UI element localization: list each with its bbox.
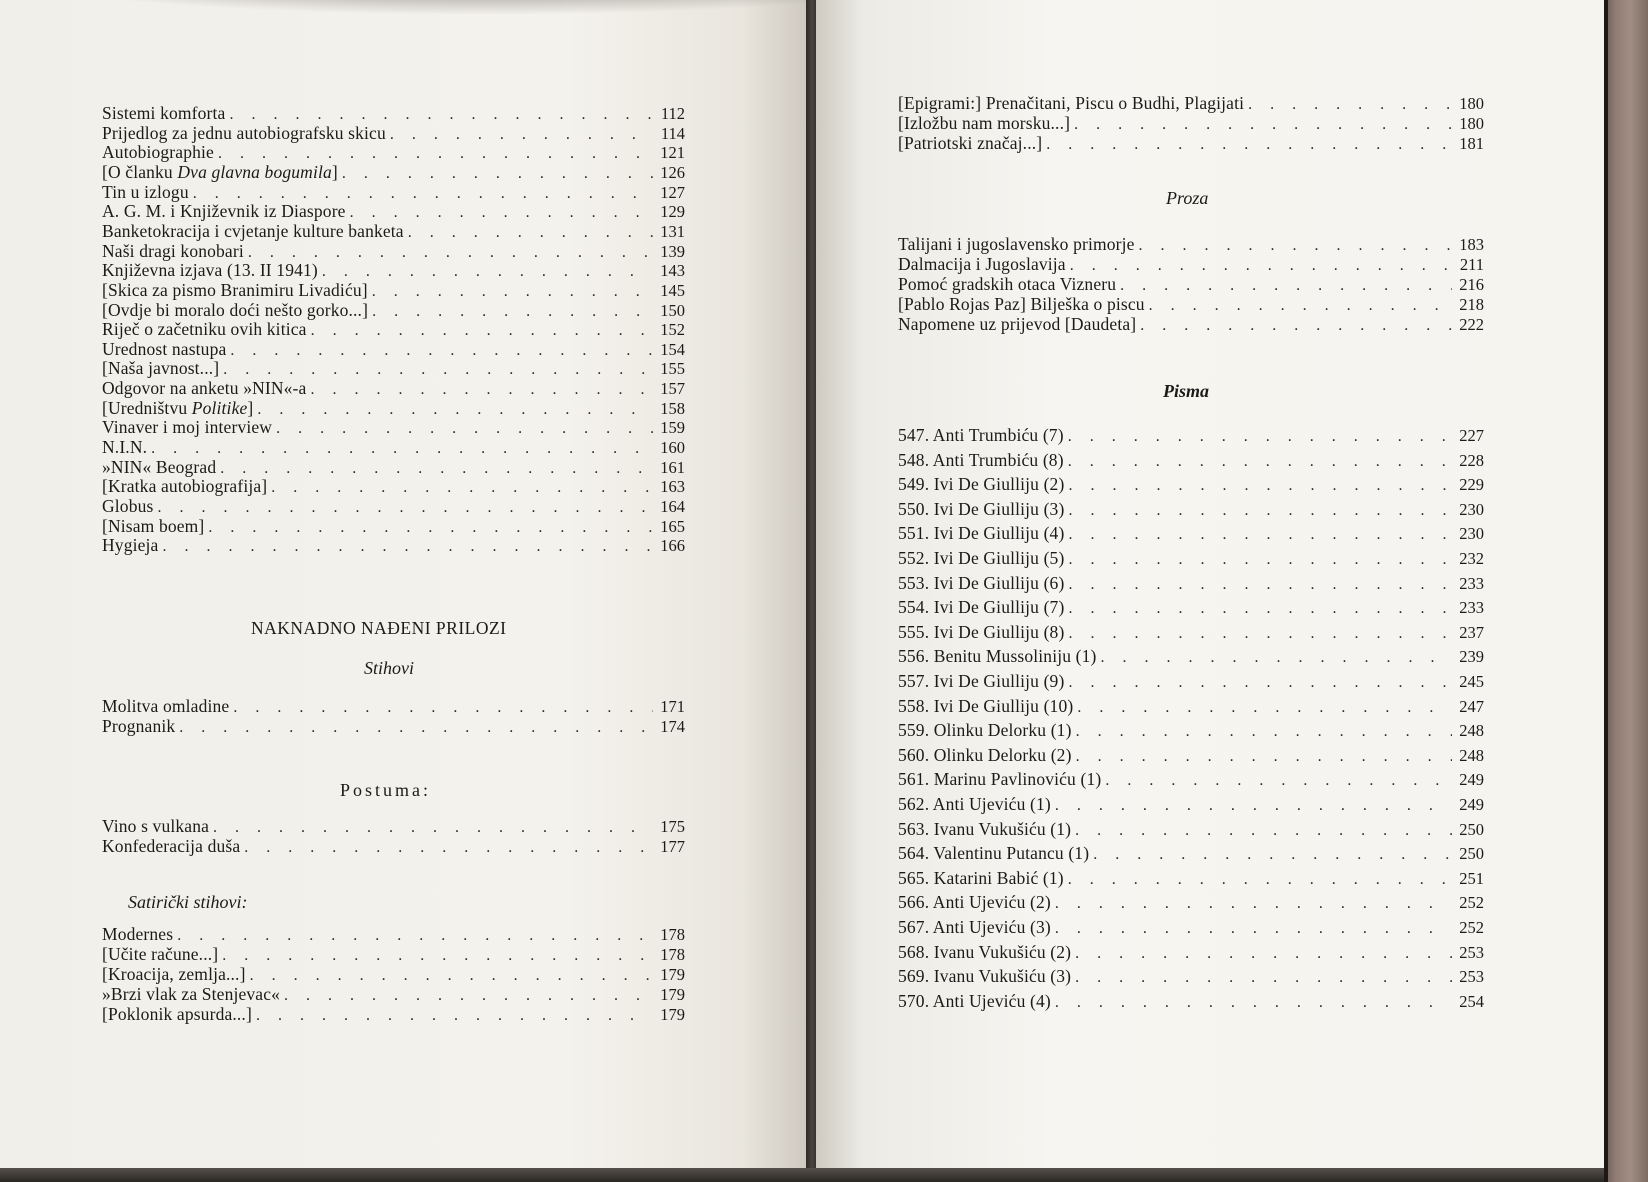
toc-entry-page: 177 (660, 837, 685, 856)
toc-entry-title: 553. Ivi De Giulliju (6) (898, 572, 1065, 593)
toc-entry (898, 819, 1484, 841)
toc-entry-page: 222 (1459, 315, 1484, 334)
toc-entry-title: 563. Ivanu Vukušiću (1) (898, 818, 1072, 839)
toc-entry (898, 868, 1484, 890)
dot-leader (1068, 870, 1452, 890)
toc-entry-page: 216 (1459, 275, 1484, 294)
toc-entry-page: 230 (1459, 499, 1484, 519)
toc-entry-page: 178 (660, 925, 685, 944)
toc-entry-title: »NIN« Beograd (102, 456, 217, 477)
toc-entry-page: 253 (1459, 942, 1484, 962)
toc-entry (898, 942, 1484, 964)
dot-leader (1055, 894, 1452, 914)
dot-leader (1068, 599, 1452, 619)
toc-entry-title: 558. Ivi De Giulliju (10) (898, 695, 1074, 716)
toc-entry-page: 179 (660, 1005, 685, 1024)
toc-entry-title: [Uredništvu Politike] (102, 397, 254, 418)
dot-leader (256, 1006, 653, 1026)
toc-entry (898, 274, 1484, 296)
toc-entry-page: 155 (660, 359, 685, 379)
dot-leader (162, 537, 653, 557)
toc-entry-title: 550. Ivi De Giulliju (3) (898, 498, 1065, 519)
toc-entry-page: 232 (1459, 549, 1484, 568)
dot-leader (1075, 944, 1452, 964)
toc-entry-title: Modernes (102, 924, 174, 944)
toc-entry (898, 597, 1484, 619)
toc-entry-title: 547. Anti Trumbiću (7) (898, 425, 1064, 445)
toc-entry-page: 112 (660, 104, 685, 123)
toc-entry (102, 716, 685, 738)
toc-entry-page: 227 (1459, 426, 1484, 445)
toc-entry-page: 139 (660, 241, 685, 261)
dot-leader (1074, 115, 1452, 135)
toc-entry-page: 253 (1459, 967, 1484, 987)
toc-entry-title: 551. Ivi De Giulliju (4) (898, 523, 1065, 544)
dot-leader (1105, 771, 1452, 791)
toc-entry-title: Hygieja (102, 535, 159, 556)
toc-entry-page: 126 (660, 162, 685, 182)
toc-entry (898, 671, 1484, 693)
toc-entry (898, 523, 1484, 545)
dot-leader (250, 966, 653, 986)
toc-entry (898, 696, 1484, 718)
toc-entry-title: [Kratka autobiografija] (102, 476, 268, 497)
toc-entry-page: 230 (1459, 524, 1484, 544)
stihovi-heading: Stihovi (364, 658, 414, 678)
book-cover-edge (1604, 0, 1648, 1182)
toc-entry-page: 131 (660, 221, 685, 241)
toc-entry-title: 570. Anti Ujeviću (4) (898, 990, 1051, 1011)
proza-heading: Proza (1166, 188, 1209, 208)
toc-entry-page: 233 (1459, 573, 1484, 593)
dot-leader (1075, 968, 1452, 988)
dot-leader (1055, 993, 1452, 1013)
toc-entry-title: 566. Anti Ujeviću (2) (898, 892, 1051, 913)
toc-entry-title: 549. Ivi De Giulliju (2) (898, 474, 1065, 495)
toc-entry (898, 133, 1484, 155)
dot-leader (1068, 427, 1452, 447)
toc-entry-page: 129 (660, 202, 685, 222)
toc-entry-page: 166 (660, 536, 685, 556)
toc-entry-page: 175 (660, 817, 685, 836)
toc-entry-title: Pomoć gradskih otaca Vizneru (898, 274, 1117, 294)
toc-entry-page: 245 (1459, 672, 1484, 691)
toc-entry-page: 211 (1459, 255, 1484, 274)
toc-entry-page: 248 (1459, 745, 1484, 765)
toc-entry-page: 160 (660, 438, 685, 458)
toc-entry-page: 114 (660, 123, 685, 143)
dot-leader (1068, 550, 1452, 570)
toc-entry (102, 535, 685, 557)
dot-leader (244, 838, 653, 858)
toc-entry-title: 556. Benitu Mussoliniju (1) (898, 646, 1097, 667)
toc-entry-page: 178 (660, 945, 685, 964)
toc-entry-page: 174 (660, 717, 685, 736)
dot-leader (1120, 276, 1452, 296)
toc-entry-page: 218 (1459, 295, 1484, 314)
toc-entry (898, 573, 1484, 595)
toc-entry-title: Globus (102, 496, 154, 516)
toc-entry-title: 565. Katarini Babić (1) (898, 867, 1064, 888)
toc-entry (102, 816, 685, 838)
toc-entry (102, 1004, 685, 1026)
toc-entry (898, 425, 1484, 447)
dot-leader (1055, 919, 1452, 939)
satiricki-heading: Satirički stihovi: (128, 892, 248, 912)
toc-entry (898, 622, 1484, 644)
dot-leader (1068, 452, 1452, 472)
dot-leader (1140, 316, 1452, 336)
toc-entry-page: 228 (1459, 450, 1484, 470)
toc-entry-title: Tin u izlogu (102, 181, 189, 202)
toc-entry-page: 163 (660, 477, 685, 497)
toc-entry-page: 150 (660, 300, 685, 320)
dot-leader (1046, 135, 1452, 155)
dot-leader (1149, 296, 1452, 316)
toc-entry-title: 559. Olinku Delorku (1) (898, 720, 1072, 741)
pisma-heading: Pisma (1163, 381, 1210, 401)
toc-entry-title: 561. Marinu Pavlinoviću (1) (898, 769, 1102, 790)
toc-entry-title: Prijedlog za jednu autobiografsku skicu (102, 122, 386, 143)
toc-entry-page: 250 (1459, 819, 1484, 839)
toc-entry-title: 562. Anti Ujeviću (1) (898, 794, 1051, 814)
dot-leader (1101, 648, 1453, 668)
toc-entry-title: 564. Valentinu Putancu (1) (898, 843, 1090, 864)
toc-entry-title: [Naša javnost...] (102, 358, 220, 379)
toc-entry-page: 161 (660, 457, 685, 477)
toc-entry-page: 171 (660, 697, 685, 716)
dot-leader (177, 926, 653, 946)
dot-leader (1076, 722, 1452, 742)
toc-entry (898, 769, 1484, 791)
toc-entry-title: 555. Ivi De Giulliju (8) (898, 621, 1065, 642)
toc-entry (898, 991, 1484, 1013)
toc-entry-page: 121 (660, 143, 685, 163)
toc-entry-title: Autobiographie (102, 142, 214, 163)
toc-entry-page: 127 (660, 182, 685, 202)
toc-entry (898, 499, 1484, 521)
section-heading: NAKNADNO NAĐENI PRILOZI (251, 618, 507, 638)
toc-entry-page: 252 (1459, 918, 1484, 937)
dot-leader (1068, 525, 1452, 545)
dot-leader (179, 718, 653, 738)
dot-leader (233, 698, 653, 718)
toc-entry (898, 474, 1484, 496)
toc-entry-title: Konfederacija duša (102, 836, 241, 856)
toc-entry (898, 745, 1484, 767)
toc-entry-title: 560. Olinku Delorku (2) (898, 744, 1072, 765)
toc-entry-title: Dalmacija i Jugoslavija (898, 254, 1066, 274)
toc-entry (102, 964, 685, 986)
toc-entry-title: Banketokracija i cvjetanje kulture banketa (102, 220, 404, 241)
toc-entry (898, 646, 1484, 668)
toc-entry-page: 239 (1459, 647, 1484, 667)
toc-entry-page: 229 (1459, 475, 1484, 495)
toc-entry-title: 568. Ivanu Vukušiću (2) (898, 941, 1072, 962)
dot-leader (284, 986, 653, 1006)
toc-entry (898, 234, 1484, 256)
toc-entry-title: Prognanik (102, 716, 176, 736)
toc-entry-page: 249 (1459, 795, 1484, 814)
toc-entry (898, 843, 1484, 865)
toc-entry (898, 113, 1484, 135)
toc-entry-title: [Patriotski značaj...] (898, 133, 1043, 153)
toc-entry-title: 548. Anti Trumbiću (8) (898, 449, 1064, 470)
toc-entry (898, 93, 1484, 115)
dot-leader (1093, 845, 1452, 865)
toc-entry (102, 696, 685, 718)
toc-entry-title: Urednost nastupa (102, 338, 227, 359)
toc-entry (898, 892, 1484, 914)
toc-entry-title: Sistemi komforta (102, 103, 226, 123)
toc-entry-title: [Kroacija, zemlja...] (102, 964, 246, 984)
dot-leader (1075, 821, 1452, 841)
toc-entry (898, 254, 1484, 276)
toc-entry-title: 552. Ivi De Giulliju (5) (898, 548, 1065, 568)
toc-entry-title: Riječ o začetniku ovih kitica (102, 319, 307, 340)
toc-entry (898, 314, 1484, 336)
toc-entry-title: [Učite račune...] (102, 944, 219, 964)
toc-entry (898, 450, 1484, 472)
bottom-shadow (0, 1168, 1604, 1182)
toc-entry-title: Vino s vulkana (102, 816, 210, 836)
dot-leader (1055, 796, 1452, 816)
dot-leader (1068, 624, 1452, 644)
dot-leader (1068, 673, 1452, 693)
postuma-heading: Postuma: (340, 780, 432, 800)
toc-entry (898, 720, 1484, 742)
dot-leader (1068, 575, 1452, 595)
toc-entry-page: 179 (660, 985, 685, 1004)
toc-entry-title: N.I.N. (102, 437, 148, 458)
toc-entry-page: 180 (1459, 114, 1484, 133)
toc-entry (102, 924, 685, 946)
toc-entry-title: A. G. M. i Književnik iz Diaspore (102, 201, 346, 222)
toc-entry-page: 159 (660, 418, 685, 438)
toc-entry-page: 183 (1459, 235, 1484, 254)
toc-entry (102, 984, 685, 1006)
toc-entry (898, 794, 1484, 816)
toc-entry-title: [Epigrami:] Prenačitani, Piscu o Budhi, Plagijati (898, 93, 1245, 113)
toc-entry-title: Talijani i jugoslavensko primorje (898, 234, 1135, 254)
dot-leader (1070, 256, 1452, 276)
dot-leader (1076, 747, 1452, 767)
toc-entry (898, 917, 1484, 939)
toc-entry-title: »Brzi vlak za Stenjevac« (102, 984, 281, 1004)
toc-entry-page: 247 (1459, 696, 1484, 716)
toc-entry (898, 966, 1484, 988)
toc-entry-page: 237 (1459, 622, 1484, 642)
toc-entry-page: 157 (660, 379, 685, 399)
toc-entry-title: [Poklonik apsurda...] (102, 1004, 252, 1024)
dot-leader (213, 818, 653, 838)
toc-entry-page: 152 (660, 320, 685, 340)
toc-entry-title: Vinaver i moj interview (102, 417, 273, 438)
toc-entry-page: 252 (1459, 893, 1484, 913)
toc-entry (898, 548, 1484, 570)
toc-entry-title: [Skica za pismo Branimiru Livadiću] (102, 279, 368, 300)
toc-entry-page: 164 (660, 497, 685, 516)
toc-entry-title: [Ovdje bi moralo doći nešto gorko...] (102, 299, 369, 320)
toc-entry-title: 554. Ivi De Giulliju (7) (898, 597, 1065, 618)
toc-entry-page: 154 (660, 339, 685, 359)
toc-entry-title: 567. Anti Ujeviću (3) (898, 917, 1051, 937)
toc-entry (102, 944, 685, 966)
toc-entry-title: 569. Ivanu Vukušiću (3) (898, 966, 1072, 987)
dot-leader (1139, 236, 1452, 256)
toc-entry (102, 836, 685, 858)
toc-entry-page: 248 (1459, 721, 1484, 741)
toc-entry-page: 180 (1459, 94, 1484, 113)
toc-entry-title: [Pablo Rojas Paz] Bilješka o piscu (898, 294, 1145, 314)
toc-entry (898, 294, 1484, 316)
toc-entry-title: 557. Ivi De Giulliju (9) (898, 671, 1065, 691)
dot-leader (1248, 95, 1452, 115)
toc-entry-title: Naši dragi konobari (102, 240, 244, 261)
dot-leader (222, 946, 653, 966)
toc-entry-title: [Izložbu nam morsku...] (898, 113, 1071, 133)
toc-entry-title: [Nisam boem] (102, 515, 205, 536)
toc-entry-title: Odgovor na anketu »NIN«-a (102, 378, 307, 399)
toc-entry-page: 158 (660, 398, 685, 418)
dot-leader (1077, 698, 1452, 718)
toc-entry-page: 250 (1459, 844, 1484, 864)
toc-entry-page: 181 (1459, 134, 1484, 153)
dot-leader (1068, 501, 1452, 521)
toc-entry-page: 233 (1459, 598, 1484, 618)
toc-entry-title: Književna izjava (13. II 1941) (102, 260, 318, 281)
toc-entry-page: 254 (1459, 991, 1484, 1011)
toc-entry-title: Molitva omladine (102, 696, 230, 716)
toc-entry-title: Napomene uz prijevod [Daudeta] (898, 314, 1137, 334)
toc-entry-title: [O članku Dva glavna bogumila] (102, 161, 338, 182)
toc-entry-page: 251 (1459, 868, 1484, 888)
toc-entry-page: 143 (660, 261, 685, 281)
toc-entry-page: 165 (660, 516, 685, 536)
toc-entry-page: 249 (1459, 770, 1484, 790)
toc-entry-page: 145 (660, 280, 685, 300)
toc-entry-page: 179 (660, 965, 685, 984)
dot-leader (1068, 476, 1452, 496)
